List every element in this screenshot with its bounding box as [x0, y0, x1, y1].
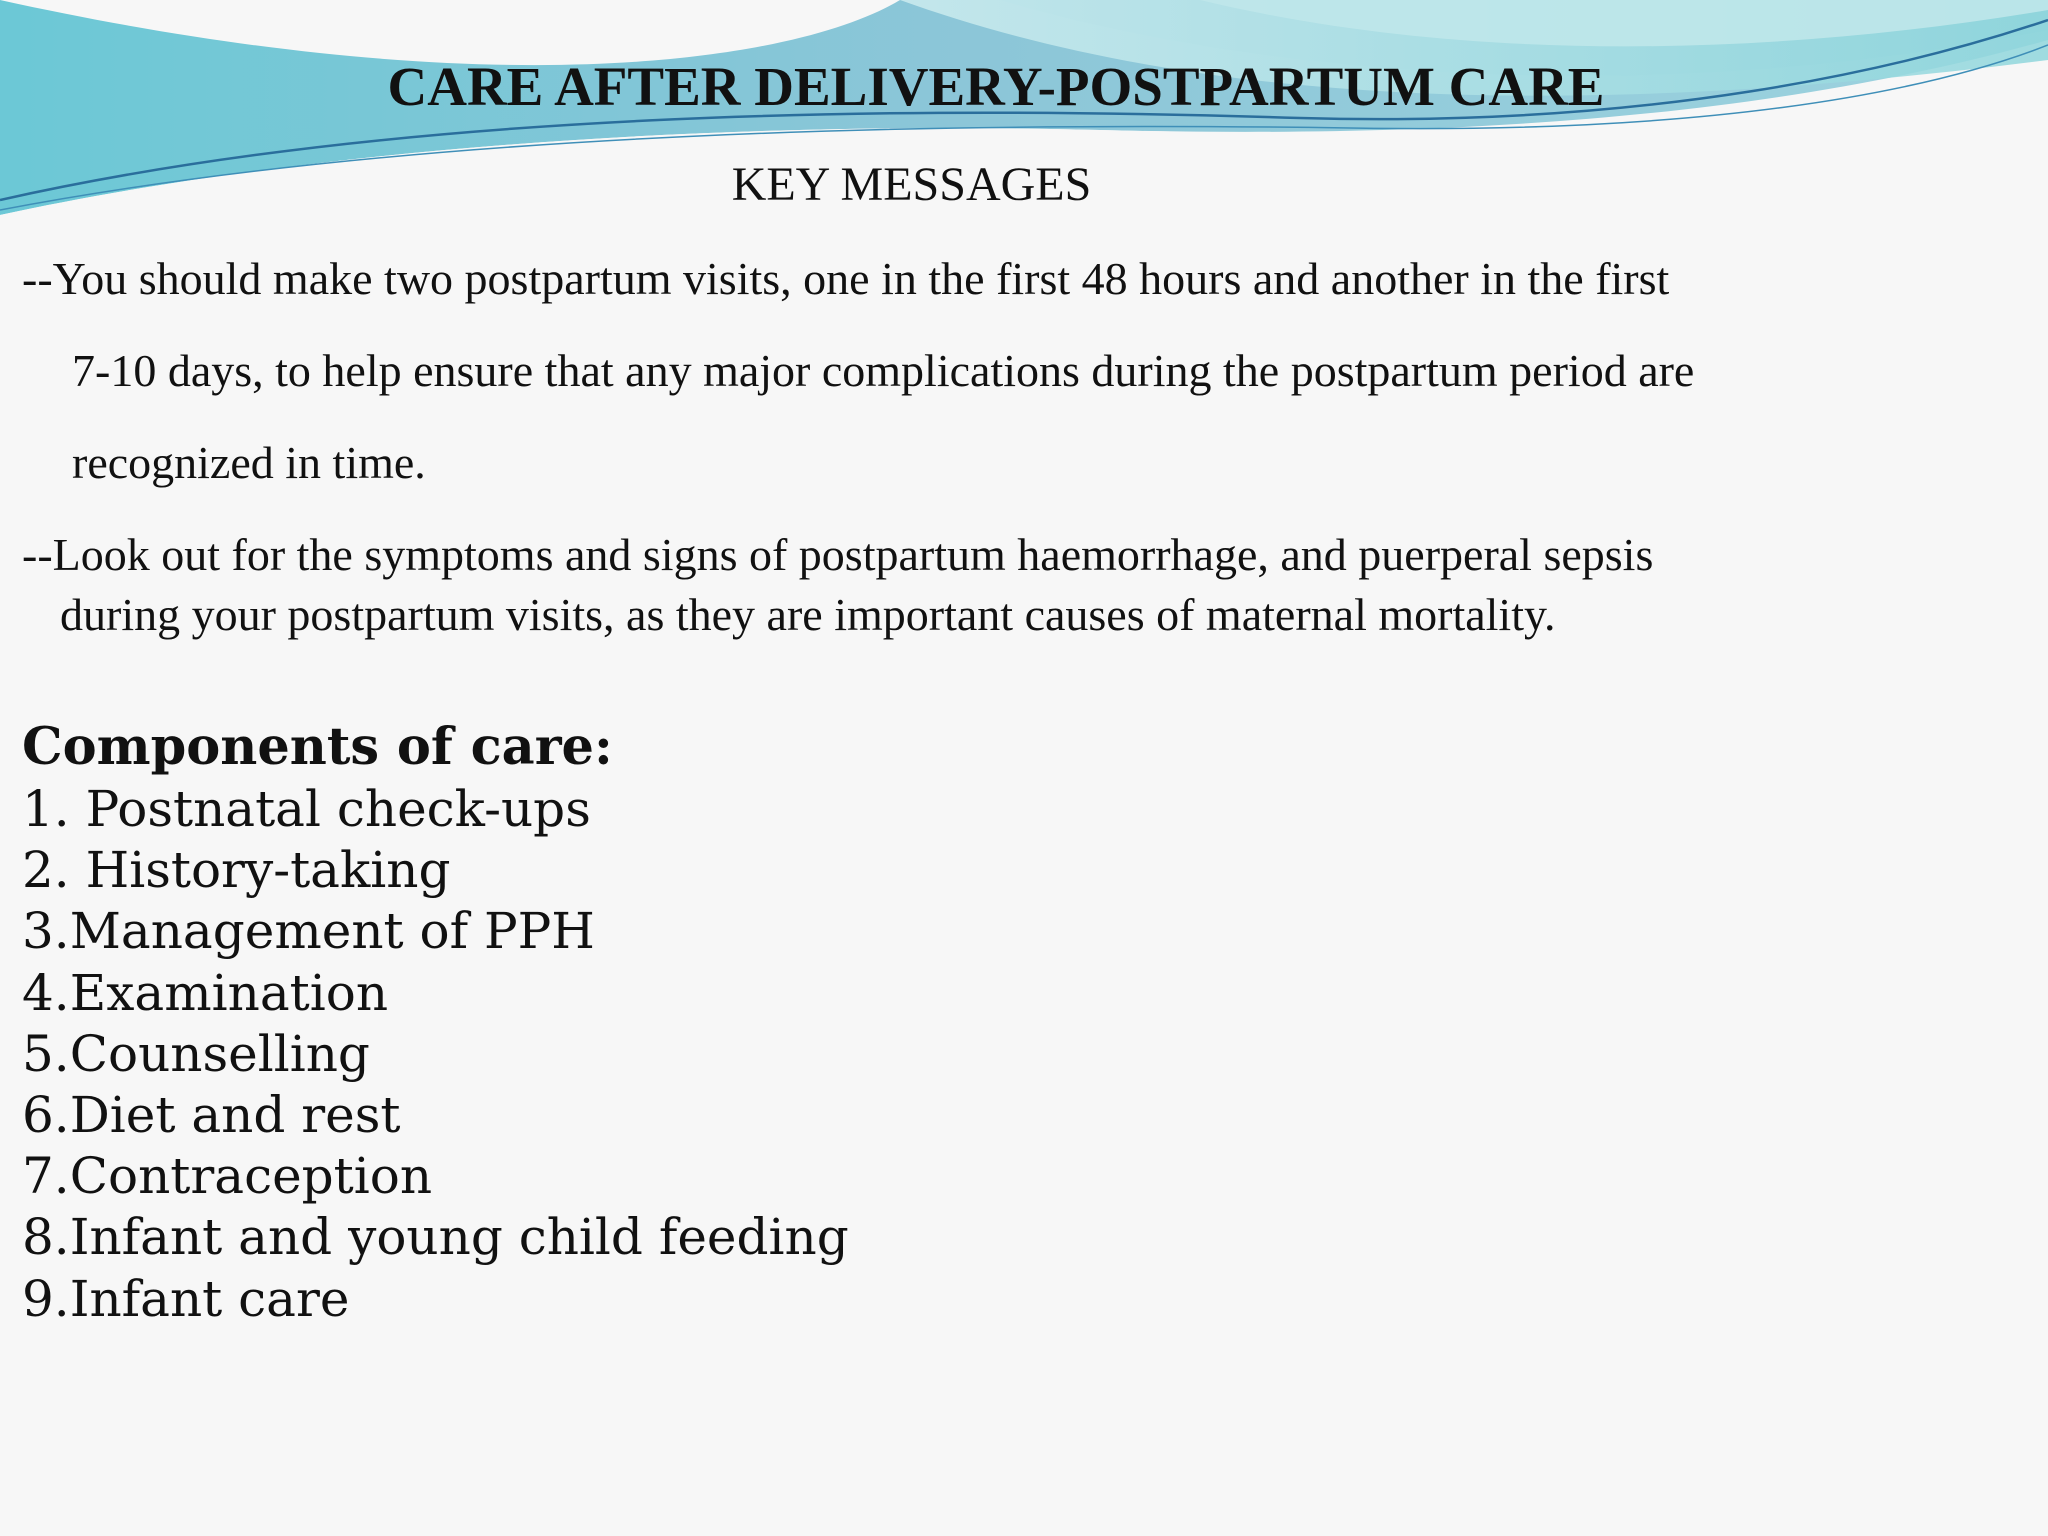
component-item: 5.Counselling: [22, 1024, 370, 1083]
components-list: [22, 779, 849, 1330]
components-section: [22, 715, 849, 1330]
component-item: 6.Diet and rest: [22, 1086, 401, 1145]
key-message-2-line: during your postpartum visits, as they are important causes of maternal mortality.: [60, 589, 1556, 640]
component-item: 1. Postnatal check-ups: [22, 780, 591, 838]
key-message-1-line: --You should make two postpartum visits, one in the first 48 hours and another in the first: [22, 253, 1670, 304]
slide-title: CARE AFTER DELIVERY-POSTPARTUM CARE: [387, 56, 1605, 117]
component-item: 9.Infant care: [22, 1269, 350, 1328]
key-message-1-line: 7-10 days, to help ensure that any major complications during the postpartum period are: [72, 345, 1695, 396]
components-heading: Components of care:: [22, 717, 613, 777]
slide-subtitle: KEY MESSAGES: [731, 158, 1092, 211]
key-message-1-line: recognized in time.: [72, 437, 426, 488]
component-item: 3.Management of PPH: [22, 902, 595, 961]
component-item: 7.Contraception: [22, 1147, 433, 1206]
key-message-2-line: --Look out for the symptoms and signs of postpartum haemorrhage, and puerperal sepsis: [22, 529, 1654, 580]
component-item: 8.Infant and young child feeding: [22, 1208, 849, 1267]
key-message-1: [22, 250, 1694, 526]
component-item: 2. History-taking: [22, 841, 451, 900]
key-message-2: [22, 526, 1653, 646]
wave-decoration: [0, 0, 2048, 260]
component-item: 4.Examination: [22, 963, 389, 1022]
